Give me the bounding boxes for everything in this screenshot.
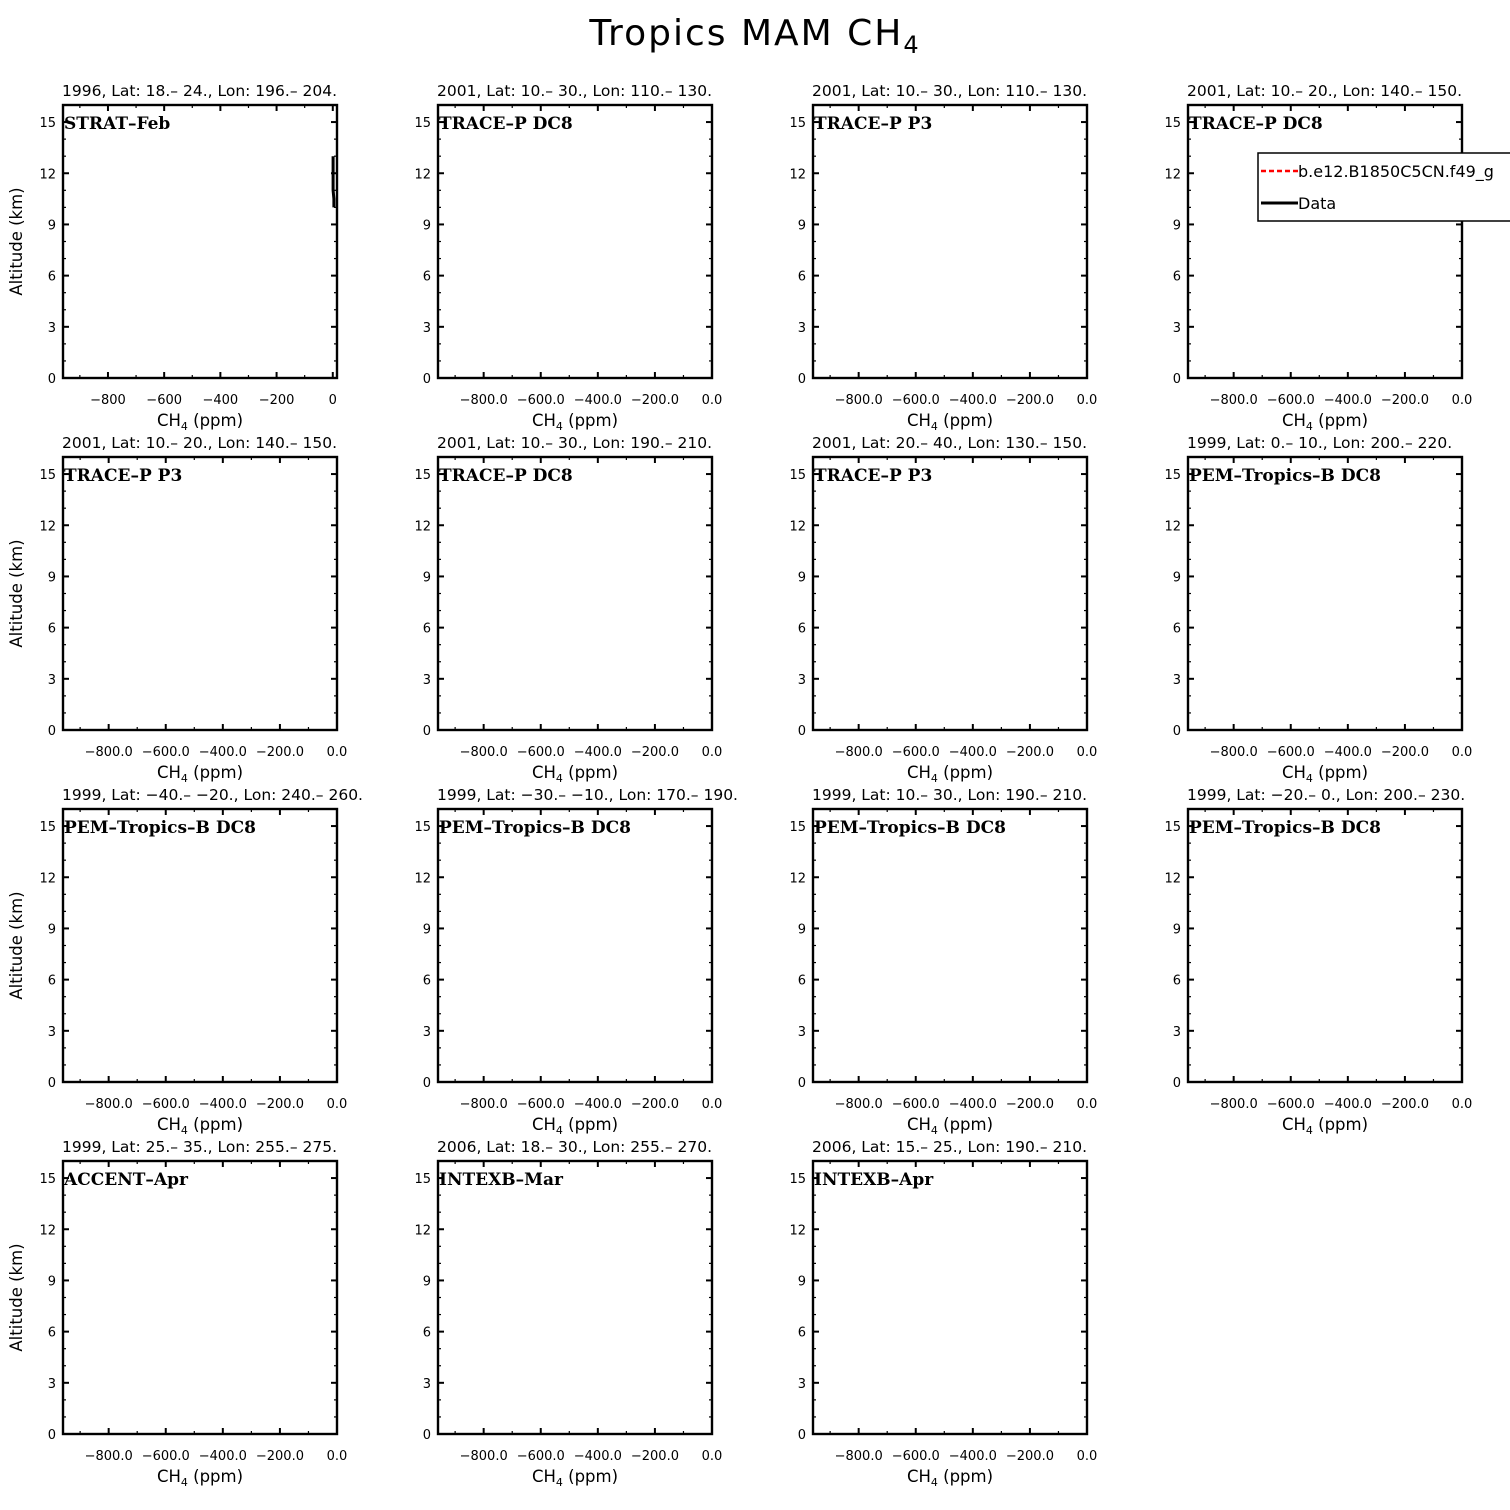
y-tick-label: 12 bbox=[789, 519, 806, 535]
x-tick-label: −800.0 bbox=[459, 393, 508, 408]
y-axis-label: Altitude (km) bbox=[7, 187, 26, 296]
x-tick-label: −600.0 bbox=[891, 393, 940, 408]
x-axis-label-subscript: 4 bbox=[930, 772, 938, 785]
x-tick-label: −800.0 bbox=[1209, 745, 1258, 760]
y-tick-label: 9 bbox=[797, 922, 806, 938]
y-tick-label: 15 bbox=[39, 820, 56, 836]
panel-15 bbox=[789, 1138, 1097, 1489]
campaign-label: TRACE–P DC8 bbox=[439, 466, 573, 486]
y-tick-label: 15 bbox=[414, 116, 431, 132]
x-tick-label: 0.0 bbox=[701, 1097, 723, 1112]
x-axis-label bbox=[907, 1115, 993, 1137]
panel-header: 1999, Lat: −20.– 0., Lon: 200.– 230. bbox=[1187, 786, 1466, 804]
x-axis-label-main: CH bbox=[156, 1467, 181, 1486]
x-axis-label-main: CH bbox=[531, 763, 556, 782]
x-tick-label: −400 bbox=[202, 393, 239, 408]
x-axis-label-unit: (ppm) bbox=[562, 1115, 619, 1134]
x-tick-label: −400.0 bbox=[948, 393, 997, 408]
panel-14 bbox=[414, 1138, 722, 1489]
x-axis-label-unit: (ppm) bbox=[562, 1467, 619, 1486]
y-tick-label: 0 bbox=[797, 724, 806, 739]
x-tick-label: −600.0 bbox=[516, 393, 565, 408]
y-tick-label: 3 bbox=[47, 320, 56, 336]
panel-header: 1999, Lat: 25.– 35., Lon: 255.– 275. bbox=[62, 1138, 338, 1156]
x-axis-label bbox=[907, 1467, 993, 1489]
y-tick-label: 6 bbox=[47, 621, 56, 637]
x-tick-label: −800.0 bbox=[1209, 1097, 1258, 1112]
x-axis-label-unit: (ppm) bbox=[187, 411, 244, 430]
panel-header: 2001, Lat: 10.– 20., Lon: 140.– 150. bbox=[62, 434, 338, 452]
x-tick-label: −600.0 bbox=[141, 1097, 190, 1112]
plot-frame bbox=[1188, 809, 1462, 1082]
x-axis-label-unit: (ppm) bbox=[1312, 411, 1369, 430]
y-tick-label: 12 bbox=[789, 871, 806, 887]
y-tick-label: 0 bbox=[47, 724, 56, 739]
panel-header: 2006, Lat: 18.– 30., Lon: 255.– 270. bbox=[437, 1138, 713, 1156]
y-tick-label: 6 bbox=[422, 973, 431, 989]
x-tick-label: −800.0 bbox=[834, 745, 883, 760]
campaign-label: TRACE–P P3 bbox=[64, 466, 183, 486]
x-axis-label bbox=[532, 763, 618, 785]
x-axis-label-subscript: 4 bbox=[1305, 772, 1313, 785]
y-tick-label: 15 bbox=[414, 468, 431, 484]
y-tick-label: 3 bbox=[47, 672, 56, 688]
y-tick-label: 12 bbox=[789, 1223, 806, 1239]
x-axis-label bbox=[1282, 763, 1368, 785]
plot-frame bbox=[1188, 457, 1462, 730]
y-tick-label: 9 bbox=[47, 922, 56, 938]
x-tick-label: −600.0 bbox=[1266, 745, 1315, 760]
x-axis-label-subscript: 4 bbox=[180, 772, 188, 785]
plot-frame bbox=[63, 1161, 337, 1434]
x-axis-label-main: CH bbox=[156, 763, 181, 782]
x-tick-label: −600 bbox=[146, 393, 183, 408]
x-tick-label: −600.0 bbox=[141, 745, 190, 760]
x-tick-label: −400.0 bbox=[948, 1449, 997, 1464]
y-tick-label: 6 bbox=[1172, 621, 1181, 637]
x-tick-label: 0.0 bbox=[1076, 393, 1098, 408]
x-tick-label: −800.0 bbox=[84, 745, 133, 760]
x-axis-label-main: CH bbox=[906, 1467, 931, 1486]
x-tick-label: 0.0 bbox=[326, 745, 348, 760]
x-tick-label: −200.0 bbox=[255, 1097, 304, 1112]
plot-frame bbox=[813, 809, 1087, 1082]
x-tick-label: −800.0 bbox=[459, 1449, 508, 1464]
legend bbox=[1258, 153, 1510, 221]
y-tick-label: 9 bbox=[1172, 218, 1181, 234]
x-axis-label-unit: (ppm) bbox=[937, 1467, 994, 1486]
x-tick-label: −200.0 bbox=[630, 1449, 679, 1464]
panel-header: 2001, Lat: 20.– 40., Lon: 130.– 150. bbox=[812, 434, 1088, 452]
panel-header: 1999, Lat: 0.– 10., Lon: 200.– 220. bbox=[1187, 434, 1453, 452]
campaign-label: TRACE–P P3 bbox=[814, 114, 933, 134]
y-tick-label: 15 bbox=[789, 820, 806, 836]
plot-frame bbox=[813, 1161, 1087, 1434]
x-tick-label: −800.0 bbox=[834, 393, 883, 408]
x-tick-label: 0.0 bbox=[701, 1449, 723, 1464]
x-axis-label-unit: (ppm) bbox=[937, 1115, 994, 1134]
x-axis-label bbox=[532, 1115, 618, 1137]
x-tick-label: −200 bbox=[258, 393, 295, 408]
panel-2 bbox=[414, 82, 722, 433]
panel-3 bbox=[789, 82, 1097, 433]
y-tick-label: 15 bbox=[1164, 820, 1181, 836]
y-tick-label: 0 bbox=[797, 1428, 806, 1443]
x-axis-label bbox=[1282, 1115, 1368, 1137]
y-tick-label: 12 bbox=[39, 167, 56, 183]
figure-title-main: Tropics MAM CH bbox=[589, 13, 904, 54]
plot-frame bbox=[63, 105, 337, 378]
panel-header: 2001, Lat: 10.– 30., Lon: 110.– 130. bbox=[812, 82, 1088, 100]
x-tick-label: −800.0 bbox=[459, 745, 508, 760]
y-tick-label: 0 bbox=[422, 1428, 431, 1443]
y-tick-label: 6 bbox=[47, 973, 56, 989]
panel-12 bbox=[1164, 786, 1472, 1137]
y-tick-label: 3 bbox=[47, 1376, 56, 1392]
x-axis-label-unit: (ppm) bbox=[187, 1115, 244, 1134]
x-tick-label: −200.0 bbox=[1005, 745, 1054, 760]
x-tick-label: −400.0 bbox=[1323, 393, 1372, 408]
plot-frame bbox=[813, 105, 1087, 378]
campaign-label: TRACE–P P3 bbox=[814, 466, 933, 486]
panels-grid bbox=[7, 82, 1510, 1489]
y-axis-label: Altitude (km) bbox=[7, 891, 26, 1000]
x-axis-label-subscript: 4 bbox=[1305, 420, 1313, 433]
campaign-label: TRACE–P DC8 bbox=[439, 114, 573, 134]
y-tick-label: 3 bbox=[797, 1376, 806, 1392]
y-tick-label: 9 bbox=[422, 218, 431, 234]
campaign-label: ACCENT–Apr bbox=[64, 1170, 188, 1190]
x-tick-label: −800.0 bbox=[1209, 393, 1258, 408]
y-tick-label: 12 bbox=[414, 871, 431, 887]
plot-frame bbox=[1188, 105, 1462, 378]
panel-1 bbox=[7, 82, 337, 433]
x-axis-label bbox=[157, 1467, 243, 1489]
x-tick-label: −400.0 bbox=[198, 1097, 247, 1112]
y-tick-label: 12 bbox=[1164, 519, 1181, 535]
x-tick-label: −800.0 bbox=[84, 1097, 133, 1112]
panel-header: 2006, Lat: 15.– 25., Lon: 190.– 210. bbox=[812, 1138, 1088, 1156]
y-tick-label: 0 bbox=[1172, 1076, 1181, 1091]
y-tick-label: 15 bbox=[39, 468, 56, 484]
y-tick-label: 6 bbox=[797, 973, 806, 989]
y-tick-label: 12 bbox=[414, 167, 431, 183]
x-tick-label: −800.0 bbox=[84, 1449, 133, 1464]
y-tick-label: 12 bbox=[414, 519, 431, 535]
y-tick-label: 3 bbox=[1172, 672, 1181, 688]
y-tick-label: 15 bbox=[414, 1172, 431, 1188]
x-tick-label: 0 bbox=[328, 393, 337, 408]
y-tick-label: 15 bbox=[789, 468, 806, 484]
x-tick-label: −400.0 bbox=[1323, 1097, 1372, 1112]
y-tick-label: 0 bbox=[797, 1076, 806, 1091]
y-tick-label: 9 bbox=[1172, 922, 1181, 938]
x-axis-label-unit: (ppm) bbox=[1312, 1115, 1369, 1134]
y-tick-label: 12 bbox=[39, 519, 56, 535]
panel-header: 1996, Lat: 18.– 24., Lon: 196.– 204. bbox=[62, 82, 338, 100]
x-tick-label: −400.0 bbox=[198, 745, 247, 760]
y-tick-label: 0 bbox=[1172, 372, 1181, 387]
x-axis-label-subscript: 4 bbox=[555, 1476, 563, 1489]
x-tick-label: 0.0 bbox=[1076, 745, 1098, 760]
x-tick-label: 0.0 bbox=[701, 393, 723, 408]
y-tick-label: 3 bbox=[422, 1024, 431, 1040]
x-axis-label-main: CH bbox=[1281, 1115, 1306, 1134]
x-tick-label: 0.0 bbox=[1451, 393, 1473, 408]
y-tick-label: 0 bbox=[1172, 724, 1181, 739]
x-axis-label bbox=[532, 1467, 618, 1489]
y-tick-label: 15 bbox=[39, 1172, 56, 1188]
x-tick-label: −600.0 bbox=[891, 1449, 940, 1464]
x-tick-label: −200.0 bbox=[630, 393, 679, 408]
y-tick-label: 15 bbox=[39, 116, 56, 132]
y-tick-label: 3 bbox=[1172, 320, 1181, 336]
y-tick-label: 9 bbox=[47, 218, 56, 234]
x-tick-label: −400.0 bbox=[573, 1097, 622, 1112]
x-tick-label: 0.0 bbox=[326, 1097, 348, 1112]
x-axis-label-main: CH bbox=[906, 763, 931, 782]
y-tick-label: 6 bbox=[47, 269, 56, 285]
x-axis-label-unit: (ppm) bbox=[937, 763, 994, 782]
y-tick-label: 6 bbox=[797, 269, 806, 285]
x-tick-label: −600.0 bbox=[891, 1097, 940, 1112]
y-tick-label: 6 bbox=[422, 269, 431, 285]
panel-10 bbox=[414, 786, 738, 1137]
x-tick-label: −600.0 bbox=[891, 745, 940, 760]
x-tick-label: −800.0 bbox=[834, 1097, 883, 1112]
x-axis-label-subscript: 4 bbox=[180, 1124, 188, 1137]
x-tick-label: −200.0 bbox=[255, 745, 304, 760]
campaign-label: PEM–Tropics–B DC8 bbox=[1189, 466, 1381, 486]
y-tick-label: 6 bbox=[797, 1325, 806, 1341]
x-axis-label-subscript: 4 bbox=[555, 772, 563, 785]
x-axis-label bbox=[907, 411, 993, 433]
x-tick-label: −600.0 bbox=[516, 745, 565, 760]
panel-5 bbox=[7, 434, 347, 785]
campaign-label: PEM–Tropics–B DC8 bbox=[814, 818, 1006, 838]
x-tick-label: −200.0 bbox=[255, 1449, 304, 1464]
x-axis-label-subscript: 4 bbox=[180, 1476, 188, 1489]
campaign-label: PEM–Tropics–B DC8 bbox=[64, 818, 256, 838]
panel-header: 2001, Lat: 10.– 30., Lon: 190.– 210. bbox=[437, 434, 713, 452]
y-tick-label: 9 bbox=[422, 1274, 431, 1290]
x-tick-label: 0.0 bbox=[1451, 745, 1473, 760]
panel-13 bbox=[7, 1138, 347, 1489]
figure-title bbox=[588, 13, 920, 59]
x-axis-label-subscript: 4 bbox=[930, 1476, 938, 1489]
x-axis-label-unit: (ppm) bbox=[1312, 763, 1369, 782]
y-axis-label: Altitude (km) bbox=[7, 1243, 26, 1352]
x-tick-label: 0.0 bbox=[1076, 1097, 1098, 1112]
x-axis-label-main: CH bbox=[531, 1115, 556, 1134]
x-tick-label: −600.0 bbox=[516, 1449, 565, 1464]
y-tick-label: 12 bbox=[1164, 871, 1181, 887]
x-tick-label: −200.0 bbox=[1005, 1449, 1054, 1464]
y-tick-label: 3 bbox=[422, 672, 431, 688]
y-tick-label: 9 bbox=[797, 570, 806, 586]
campaign-label: PEM–Tropics–B DC8 bbox=[439, 818, 631, 838]
x-axis-label-subscript: 4 bbox=[555, 420, 563, 433]
plot-frame bbox=[438, 457, 712, 730]
y-tick-label: 9 bbox=[422, 922, 431, 938]
x-axis-label bbox=[1282, 411, 1368, 433]
x-axis-label-unit: (ppm) bbox=[187, 1467, 244, 1486]
y-tick-label: 3 bbox=[797, 1024, 806, 1040]
x-tick-label: −400.0 bbox=[573, 745, 622, 760]
y-tick-label: 0 bbox=[47, 1076, 56, 1091]
x-tick-label: −200.0 bbox=[1380, 1097, 1429, 1112]
x-axis-label-unit: (ppm) bbox=[562, 411, 619, 430]
panel-header: 1999, Lat: −40.– −20., Lon: 240.– 260. bbox=[62, 786, 363, 804]
x-tick-label: 0.0 bbox=[701, 745, 723, 760]
x-axis-label bbox=[157, 411, 243, 433]
x-axis-label-main: CH bbox=[1281, 763, 1306, 782]
x-axis-label-subscript: 4 bbox=[930, 420, 938, 433]
x-tick-label: −800.0 bbox=[459, 1097, 508, 1112]
x-tick-label: −600.0 bbox=[141, 1449, 190, 1464]
panel-header: 1999, Lat: −30.– −10., Lon: 170.– 190. bbox=[437, 786, 738, 804]
legend-model-label: b.e12.B1850C5CN.f49_g bbox=[1298, 162, 1494, 181]
plot-frame bbox=[438, 809, 712, 1082]
x-axis-label-main: CH bbox=[531, 411, 556, 430]
panel-8 bbox=[1164, 434, 1472, 785]
y-tick-label: 12 bbox=[1164, 167, 1181, 183]
x-tick-label: −600.0 bbox=[516, 1097, 565, 1112]
x-axis-label-main: CH bbox=[531, 1467, 556, 1486]
y-tick-label: 6 bbox=[1172, 973, 1181, 989]
y-tick-label: 3 bbox=[422, 1376, 431, 1392]
y-tick-label: 9 bbox=[422, 570, 431, 586]
x-axis-label-subscript: 4 bbox=[1305, 1124, 1313, 1137]
y-tick-label: 0 bbox=[797, 372, 806, 387]
panel-header: 2001, Lat: 10.– 20., Lon: 140.– 150. bbox=[1187, 82, 1463, 100]
y-axis-label: Altitude (km) bbox=[7, 539, 26, 648]
x-tick-label: −600.0 bbox=[1266, 1097, 1315, 1112]
panel-header: 2001, Lat: 10.– 30., Lon: 110.– 130. bbox=[437, 82, 713, 100]
y-tick-label: 0 bbox=[422, 1076, 431, 1091]
y-tick-label: 0 bbox=[422, 724, 431, 739]
y-tick-label: 15 bbox=[789, 1172, 806, 1188]
x-axis-label-main: CH bbox=[156, 1115, 181, 1134]
x-axis-label-main: CH bbox=[906, 1115, 931, 1134]
campaign-label: STRAT–Feb bbox=[64, 114, 171, 134]
x-axis-label bbox=[157, 763, 243, 785]
x-tick-label: −200.0 bbox=[630, 1097, 679, 1112]
y-tick-label: 3 bbox=[1172, 1024, 1181, 1040]
campaign-label: INTEXB–Mar bbox=[439, 1170, 563, 1190]
y-tick-label: 12 bbox=[39, 871, 56, 887]
x-axis-label-subscript: 4 bbox=[930, 1124, 938, 1137]
y-tick-label: 0 bbox=[47, 372, 56, 387]
x-tick-label: −600.0 bbox=[1266, 393, 1315, 408]
y-tick-label: 9 bbox=[797, 218, 806, 234]
x-tick-label: −800.0 bbox=[834, 1449, 883, 1464]
y-tick-label: 15 bbox=[414, 820, 431, 836]
x-axis-label-subscript: 4 bbox=[555, 1124, 563, 1137]
y-tick-label: 6 bbox=[797, 621, 806, 637]
y-tick-label: 6 bbox=[1172, 269, 1181, 285]
y-tick-label: 0 bbox=[47, 1428, 56, 1443]
x-tick-label: −200.0 bbox=[1005, 393, 1054, 408]
y-tick-label: 6 bbox=[422, 621, 431, 637]
x-tick-label: 0.0 bbox=[326, 1449, 348, 1464]
y-tick-label: 15 bbox=[1164, 468, 1181, 484]
y-tick-label: 3 bbox=[422, 320, 431, 336]
panel-4 bbox=[1164, 82, 1510, 433]
y-tick-label: 12 bbox=[39, 1223, 56, 1239]
panel-9 bbox=[7, 786, 363, 1137]
y-tick-label: 15 bbox=[1164, 116, 1181, 132]
x-tick-label: −400.0 bbox=[573, 1449, 622, 1464]
x-axis-label-main: CH bbox=[1281, 411, 1306, 430]
x-tick-label: −200.0 bbox=[1380, 393, 1429, 408]
x-tick-label: −400.0 bbox=[948, 1097, 997, 1112]
y-tick-label: 9 bbox=[1172, 570, 1181, 586]
campaign-label: TRACE–P DC8 bbox=[1189, 114, 1323, 134]
x-tick-label: −400.0 bbox=[573, 393, 622, 408]
plot-frame bbox=[63, 457, 337, 730]
x-tick-label: −800 bbox=[90, 393, 126, 408]
panel-header: 1999, Lat: 10.– 30., Lon: 190.– 210. bbox=[812, 786, 1088, 804]
y-tick-label: 15 bbox=[789, 116, 806, 132]
x-tick-label: −200.0 bbox=[630, 745, 679, 760]
y-tick-label: 12 bbox=[789, 167, 806, 183]
x-axis-label bbox=[907, 763, 993, 785]
y-tick-label: 3 bbox=[797, 320, 806, 336]
x-tick-label: −200.0 bbox=[1380, 745, 1429, 760]
plot-frame bbox=[63, 809, 337, 1082]
x-axis-label bbox=[157, 1115, 243, 1137]
y-tick-label: 9 bbox=[47, 570, 56, 586]
x-axis-label bbox=[532, 411, 618, 433]
x-axis-label-main: CH bbox=[156, 411, 181, 430]
panel-7 bbox=[789, 434, 1097, 785]
x-axis-label-unit: (ppm) bbox=[937, 411, 994, 430]
y-tick-label: 12 bbox=[414, 1223, 431, 1239]
y-tick-label: 6 bbox=[47, 1325, 56, 1341]
plot-frame bbox=[438, 1161, 712, 1434]
figure-title-subscript: 4 bbox=[903, 31, 921, 59]
campaign-label: INTEXB–Apr bbox=[814, 1170, 934, 1190]
y-tick-label: 9 bbox=[47, 1274, 56, 1290]
plot-frame bbox=[438, 105, 712, 378]
series-line-data bbox=[333, 156, 334, 207]
panel-11 bbox=[789, 786, 1097, 1137]
x-tick-label: −400.0 bbox=[948, 745, 997, 760]
x-tick-label: −400.0 bbox=[1323, 745, 1372, 760]
x-tick-label: −400.0 bbox=[198, 1449, 247, 1464]
y-tick-label: 3 bbox=[47, 1024, 56, 1040]
x-tick-label: 0.0 bbox=[1451, 1097, 1473, 1112]
campaign-label: PEM–Tropics–B DC8 bbox=[1189, 818, 1381, 838]
legend-data-label: Data bbox=[1298, 194, 1337, 213]
x-axis-label-subscript: 4 bbox=[180, 420, 188, 433]
panel-6 bbox=[414, 434, 722, 785]
x-axis-label-unit: (ppm) bbox=[562, 763, 619, 782]
x-axis-label-main: CH bbox=[906, 411, 931, 430]
y-tick-label: 3 bbox=[797, 672, 806, 688]
x-axis-label-unit: (ppm) bbox=[187, 763, 244, 782]
x-tick-label: 0.0 bbox=[1076, 1449, 1098, 1464]
y-tick-label: 6 bbox=[422, 1325, 431, 1341]
y-tick-label: 0 bbox=[422, 372, 431, 387]
y-tick-label: 9 bbox=[797, 1274, 806, 1290]
x-tick-label: −200.0 bbox=[1005, 1097, 1054, 1112]
plot-frame bbox=[813, 457, 1087, 730]
